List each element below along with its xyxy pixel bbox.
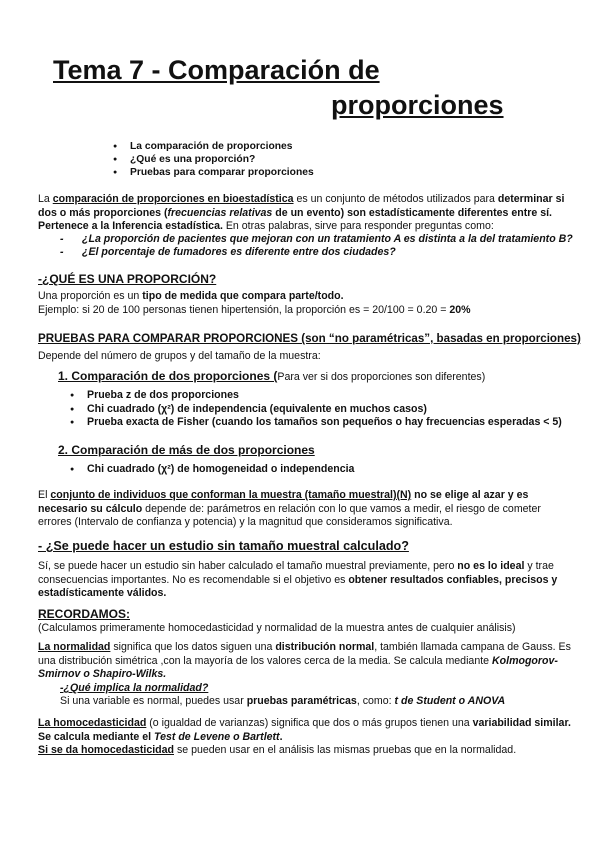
list-item: ● Prueba z de dos proporciones: [87, 389, 587, 403]
homoscedasticity-paragraph: La homocedasticidad (o igualdad de varianzas) significa que dos o más grupos tienen una variabilidad similar. Se calcula mediante el Test de Levene o Bartlett. Si se da homocedasticidad se pueden usar en el análisis las mismas pruebas que en la normalidad.: [38, 717, 571, 756]
proportion-example: Ejemplo: si 20 de 100 personas tienen hipertensión, la proporción es = 20/100 = 0.20 = 20%: [38, 304, 471, 316]
toc-list: [130, 140, 314, 179]
intro-paragraph: La comparación de proporciones en bioestadística es un conjunto de métodos utilizados para determinar si dos o más proporciones (frecuencias relativas de un evento) son estadísticamente diferentes entre sí. Pertenece a la Inferencia estadística. En otras palabras, sirve para responder preguntas como:: [38, 193, 565, 232]
heading-recordamos: RECORDAMOS:: [38, 607, 130, 621]
page-title-line2: proporciones: [331, 90, 504, 120]
toc-item: ● ¿Qué es una proporción?: [130, 153, 314, 166]
two-proportions-list: [87, 389, 587, 430]
page-title-line1: Tema 7 - Comparación de: [53, 55, 380, 85]
subheading-two-proportions: 1. Comparación de dos proporciones (Para ver si dos proporciones son diferentes): [58, 369, 486, 383]
list-item: ● Chi cuadrado (χ²) de homogeneidad o independencia: [87, 463, 354, 477]
heading-proportion: -¿QUÉ ES UNA PROPORCIÓN?: [38, 272, 217, 286]
heading-no-sample-size: - ¿Se puede hacer un estudio sin tamaño muestral calculado?: [38, 539, 409, 553]
more-proportions-list: [87, 463, 354, 477]
recordamos-note: (Calculamos primeramente homocedasticidad y normalidad de la muestra antes de cualquier análisis): [38, 622, 516, 634]
toc-item: ● Pruebas para comparar proporciones: [130, 166, 314, 179]
intro-question-1: - ¿La proporción de pacientes que mejoran con un tratamiento A es distinta a la del tratamiento B?: [60, 233, 573, 245]
tests-intro: Depende del número de grupos y del tamaño de la muestra:: [38, 350, 321, 362]
normality-paragraph: La normalidad significa que los datos siguen una distribución normal, también llamada campana de Gauss. Es una distribución simétrica ,con la mayoría de los valores cerca de la media. Se calcula mediante Kolmogorov-Smirnov o Shapiro-Wilks.: [38, 641, 571, 680]
heading-tests: PRUEBAS PARA COMPARAR PROPORCIONES (son “no paramétricas”, basadas en proporciones): [38, 332, 581, 345]
toc-item: ● La comparación de proporciones: [130, 140, 314, 153]
proportion-definition: Una proporción es un tipo de medida que compara parte/todo.: [38, 290, 344, 302]
normality-implication-text: Si una variable es normal, puedes usar pruebas paramétricas, como: t de Student o ANOVA: [60, 695, 506, 707]
subheading-more-proportions: 2. Comparación de más de dos proporciones: [58, 443, 315, 457]
intro-question-2: - ¿El porcentaje de fumadores es diferente entre dos ciudades?: [60, 246, 396, 258]
normality-implication-heading: -¿Qué implica la normalidad?: [60, 682, 209, 694]
list-item: ● Prueba exacta de Fisher (cuando los tamaños son pequeños o hay frecuencias esperadas < 5): [87, 416, 587, 430]
list-item: ● Chi cuadrado (χ²) de independencia (equivalente en muchos casos): [87, 403, 587, 417]
intro-term: comparación de proporciones en bioestadística: [52, 193, 294, 205]
sample-size-paragraph: El conjunto de individuos que conforman la muestra (tamaño muestral)(N) no se elige al azar y es necesario su cálculo depende de: parámetros en relación con lo que vamos a medir, el riesgo de cometer errores (Intervalo de confianza y potencia) y la magnitud que consideramos significativa.: [38, 489, 541, 528]
no-sample-size-paragraph: Sí, se puede hacer un estudio sin haber calculado el tamaño muestral previamente, pero no es lo ideal y trae consecuencias importantes. No es recomendable si el objetivo es obtener resultados confiables, precisos y estadísticamente válidos.: [38, 560, 558, 599]
